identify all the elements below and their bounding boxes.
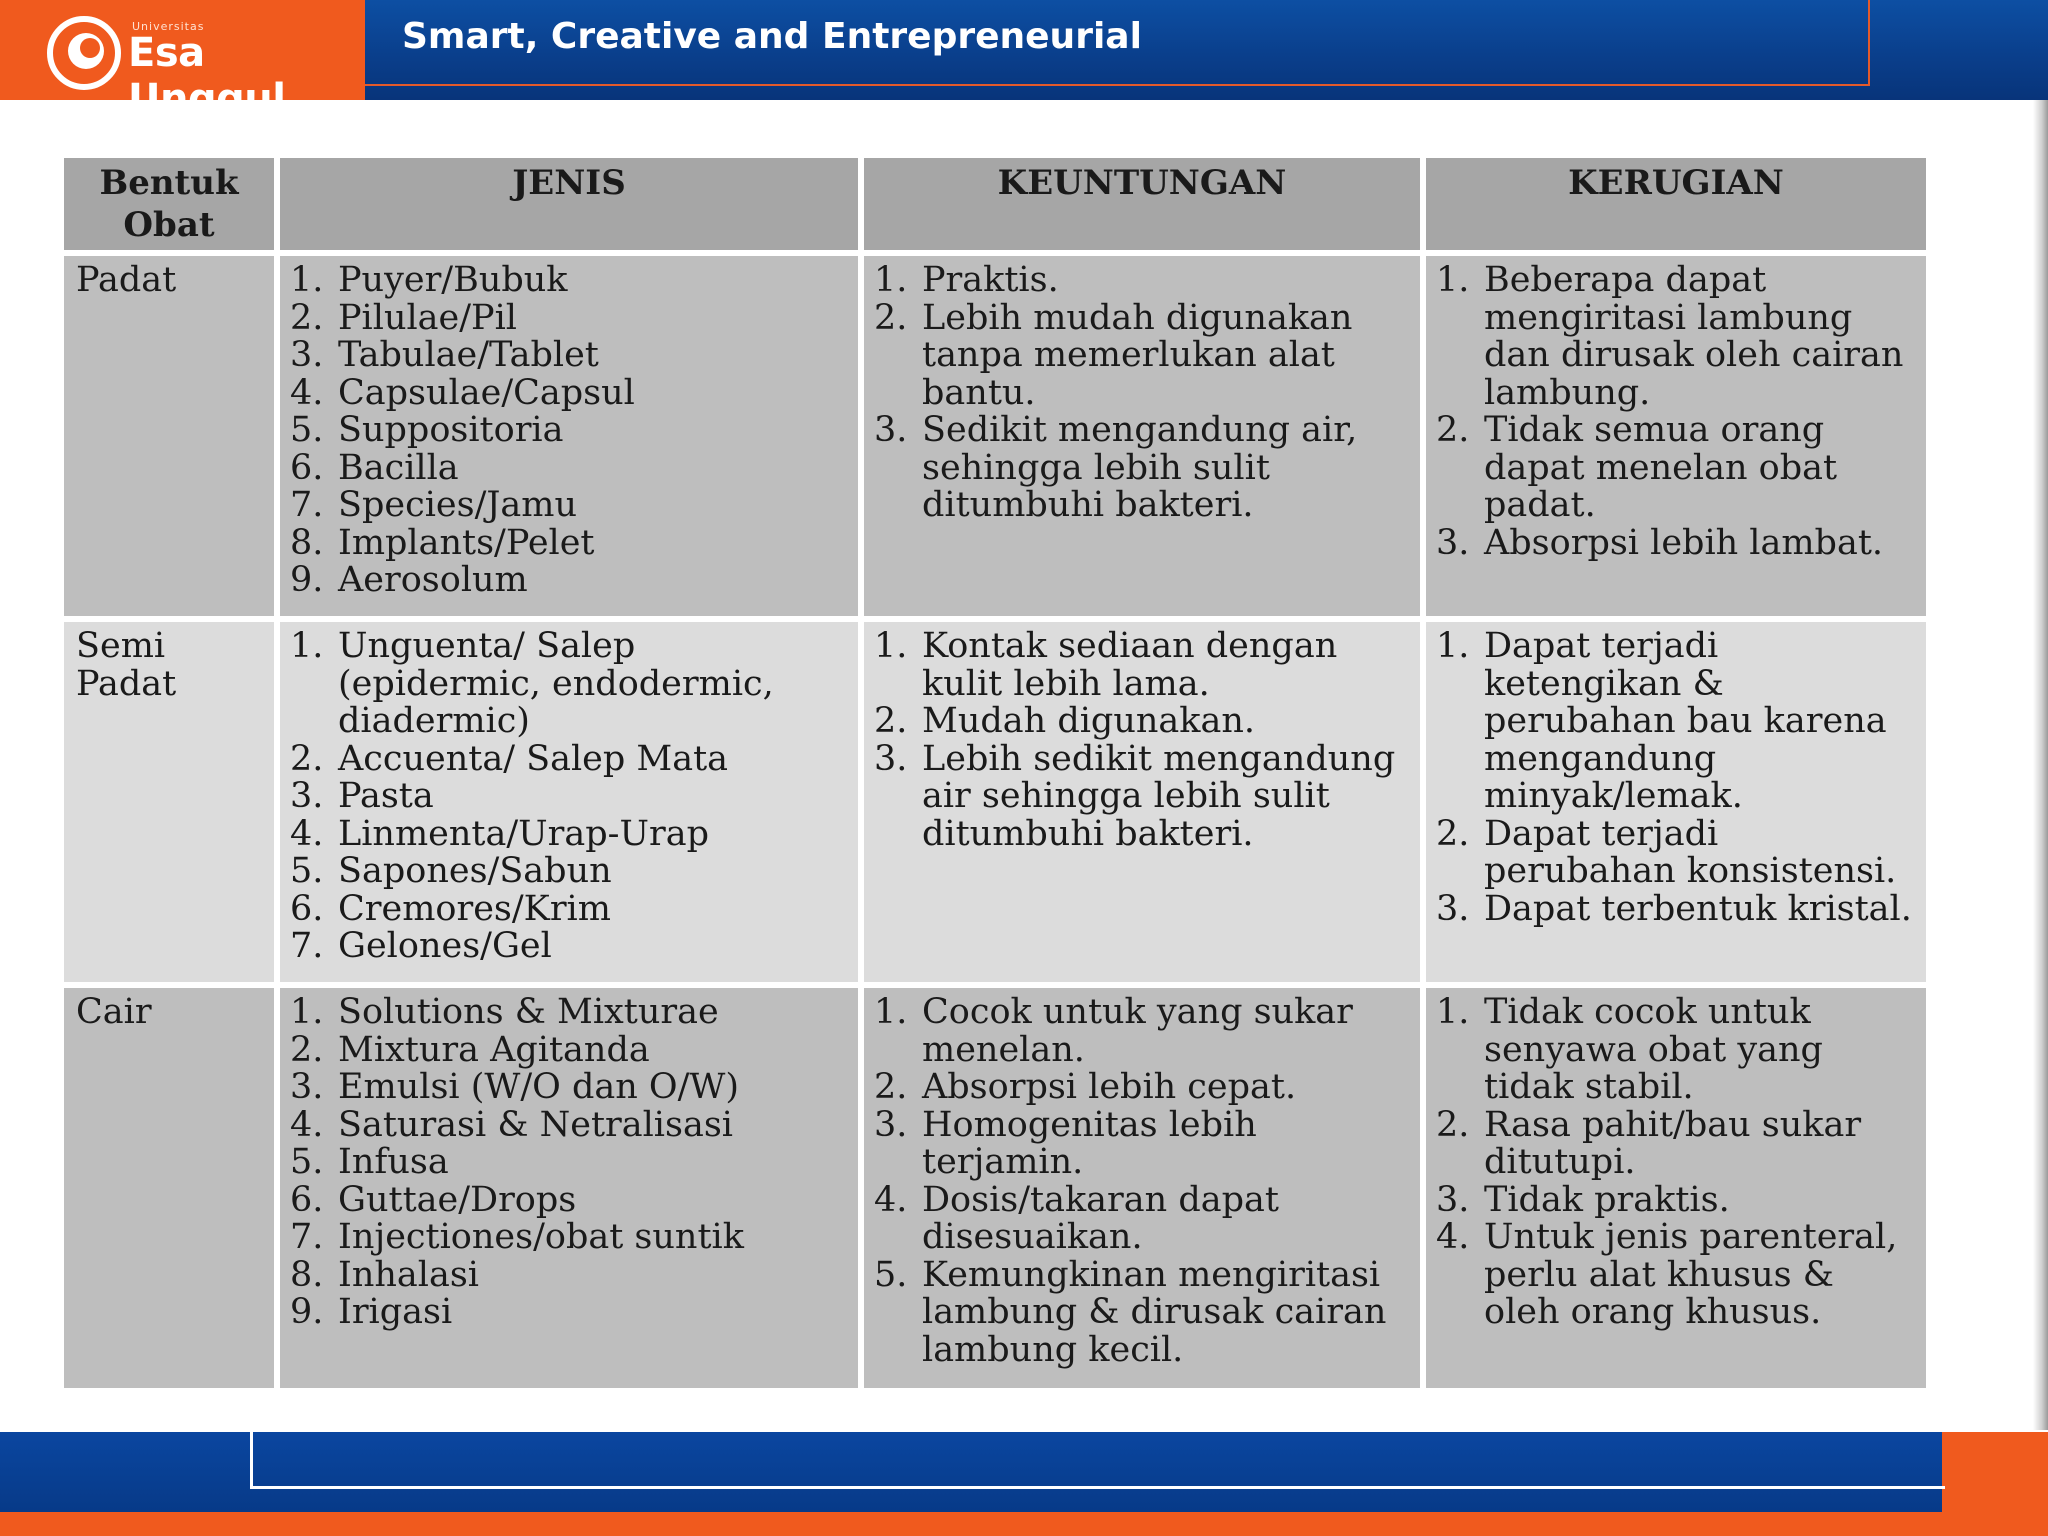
list-item-text: Injectiones/obat suntik [338, 1217, 744, 1257]
list-item-number: 3. [290, 335, 324, 375]
list-item-text: Cocok untuk yang sukar menelan. [922, 992, 1353, 1070]
list-item [290, 1179, 848, 1220]
list-item-number: 3. [1436, 1179, 1470, 1220]
drug-forms-table-container [58, 152, 1932, 1394]
list-item [874, 738, 1410, 854]
list-item [1436, 1219, 1916, 1332]
footer-banner [0, 1430, 2048, 1536]
disadvantages-cell [1426, 988, 1926, 1388]
types-list [290, 262, 848, 600]
table-row [64, 622, 1926, 982]
list-item-number: 2. [874, 1067, 908, 1107]
list-item-number: 6. [290, 888, 324, 929]
list-item-text: Untuk jenis parenteral, perlu alat khusus & oleh orang khusus. [1484, 1217, 1898, 1332]
list-item-text: Kemungkinan mengiritasi lambung & dirusak cairan lambung kecil. [922, 1254, 1387, 1370]
list-item-text: Puyer/Bubuk [338, 260, 568, 300]
list-item-text: Homogenitas lebih terjamin. [922, 1104, 1257, 1182]
list-item [290, 888, 848, 929]
list-item [874, 1179, 1410, 1257]
list-item-number: 9. [290, 560, 324, 600]
list-item [1436, 994, 1916, 1107]
logo-block [0, 0, 365, 122]
list-item-text: Irigasi [338, 1292, 453, 1332]
form-cell: Semi Padat [64, 622, 274, 982]
list-item-number: 2. [874, 701, 908, 741]
list-item-number: 4. [290, 1104, 324, 1145]
list-item [290, 522, 848, 563]
advantages-list [874, 628, 1410, 853]
list-item-text: Implants/Pelet [338, 522, 595, 563]
list-item [290, 412, 848, 450]
footer-orange-strip [0, 1512, 2048, 1536]
list-item [874, 1069, 1410, 1107]
list-item-number: 3. [290, 776, 324, 816]
list-item-text: Rasa pahit/bau sukar ditutupi. [1484, 1104, 1862, 1182]
list-item-number: 2. [290, 297, 324, 338]
list-item-number: 1. [874, 260, 908, 300]
list-item-text: Dosis/takaran dapat disesuaikan. [922, 1179, 1279, 1257]
list-item-text: Cremores/Krim [338, 888, 611, 929]
header-types: JENIS [280, 158, 858, 250]
header-accent-tick [1868, 0, 1870, 86]
list-item-text: Pasta [338, 776, 434, 816]
list-item-number: 6. [290, 447, 324, 488]
list-item-number: 9. [290, 1292, 324, 1332]
list-item-text: Lebih mudah digunakan tanpa memerlukan alat bantu. [922, 297, 1353, 413]
list-item-text: Linmenta/Urap-Urap [338, 813, 709, 854]
list-item [290, 813, 848, 854]
list-item-text: Mudah digunakan. [922, 701, 1256, 741]
list-item [290, 562, 848, 600]
list-item-number: 1. [874, 992, 908, 1032]
list-item [874, 412, 1410, 525]
advantages-list [874, 262, 1410, 525]
list-item-text: Aerosolum [338, 560, 528, 600]
types-list [290, 628, 848, 966]
list-item [290, 853, 848, 891]
esa-unggul-logo-icon [46, 15, 122, 91]
list-item [874, 262, 1410, 300]
list-item-text: Accuenta/ Salep Mata [338, 738, 729, 779]
list-item [1436, 813, 1916, 891]
list-item-number: 2. [874, 297, 908, 338]
list-item [290, 738, 848, 779]
list-item-text: Dapat terjadi ketengikan & perubahan bau karena mengandung minyak/lemak. [1484, 626, 1887, 816]
list-item-number: 3. [1436, 522, 1470, 563]
list-item [874, 994, 1410, 1069]
list-item [290, 628, 848, 741]
list-item-number: 4. [1436, 1217, 1470, 1257]
list-item-text: Guttae/Drops [338, 1179, 577, 1220]
advantages-cell [864, 256, 1420, 616]
list-item-text: Tidak praktis. [1484, 1179, 1730, 1220]
list-item [290, 1069, 848, 1107]
list-item-number: 3. [874, 738, 908, 779]
table-row [64, 256, 1926, 616]
list-item [290, 1144, 848, 1182]
table-row [64, 988, 1926, 1388]
list-item-number: 3. [1436, 888, 1470, 929]
header-banner [0, 0, 2048, 122]
disadvantages-cell [1426, 256, 1926, 616]
header-disadvantages: KERUGIAN [1426, 158, 1926, 250]
list-item [1436, 412, 1916, 525]
list-item-text: Sapones/Sabun [338, 851, 612, 891]
list-item-text: Tidak cocok untuk senyawa obat yang tidak stabil. [1484, 992, 1823, 1107]
list-item [290, 994, 848, 1032]
list-item-text: Infusa [338, 1142, 449, 1182]
disadvantages-list [1436, 628, 1916, 928]
list-item-text: Dapat terjadi perubahan konsistensi. [1484, 813, 1897, 891]
list-item-number: 5. [290, 410, 324, 450]
types-cell [280, 988, 858, 1388]
list-item-number: 2. [1436, 813, 1470, 854]
list-item [290, 487, 848, 525]
list-item-text: Bacilla [338, 447, 459, 488]
list-item-text: Tidak semua orang dapat menelan obat padat. [1484, 410, 1838, 525]
form-cell: Cair [64, 988, 274, 1388]
table-header-row [64, 158, 1926, 250]
disadvantages-list [1436, 262, 1916, 562]
disadvantages-cell [1426, 622, 1926, 982]
list-item [290, 1294, 848, 1332]
list-item-number: 1. [1436, 992, 1470, 1032]
list-item-number: 2. [290, 738, 324, 779]
footer-orange-tab [1942, 1432, 2048, 1512]
footer-white-frame [250, 1432, 1945, 1489]
list-item-number: 1. [290, 992, 324, 1032]
list-item [290, 1219, 848, 1257]
list-item-text: Beberapa dapat mengiritasi lambung dan dirusak oleh cairan lambung. [1484, 260, 1904, 413]
list-item-text: Tabulae/Tablet [338, 335, 599, 375]
list-item-number: 4. [290, 372, 324, 413]
list-item-number: 1. [1436, 260, 1470, 300]
types-list [290, 994, 848, 1332]
header-advantages: KEUNTUNGAN [864, 158, 1420, 250]
list-item-text: Mixtura Agitanda [338, 1029, 650, 1070]
list-item-text: Absorpsi lebih cepat. [922, 1067, 1297, 1107]
list-item [1436, 1179, 1916, 1220]
list-item-number: 6. [290, 1179, 324, 1220]
list-item [874, 1104, 1410, 1182]
list-item-number: 2. [1436, 1104, 1470, 1145]
list-item [874, 297, 1410, 413]
list-item [290, 1104, 848, 1145]
list-item-text: Capsulae/Capsul [338, 372, 635, 413]
list-item-number: 5. [290, 1142, 324, 1182]
slide-edge-shadow [2033, 100, 2048, 1430]
list-item-number: 7. [290, 1217, 324, 1257]
list-item-text: Solutions & Mixturae [338, 992, 719, 1032]
list-item [290, 337, 848, 375]
list-item [874, 628, 1410, 703]
list-item [290, 262, 848, 300]
list-item-text: Praktis. [922, 260, 1059, 300]
list-item-text: Kontak sediaan dengan kulit lebih lama. [922, 626, 1338, 704]
list-item-text: Gelones/Gel [338, 926, 552, 966]
list-item-number: 5. [290, 851, 324, 891]
list-item [290, 1029, 848, 1070]
list-item-number: 1. [1436, 626, 1470, 666]
list-item-text: Dapat terbentuk kristal. [1484, 888, 1912, 929]
advantages-cell [864, 622, 1420, 982]
list-item [290, 447, 848, 488]
list-item-number: 4. [874, 1179, 908, 1220]
list-item [1436, 1104, 1916, 1182]
list-item-number: 3. [290, 1067, 324, 1107]
list-item [1436, 628, 1916, 816]
list-item-number: 5. [874, 1254, 908, 1295]
list-item-number: 7. [290, 485, 324, 525]
types-cell [280, 256, 858, 616]
list-item [290, 372, 848, 413]
list-item [1436, 888, 1916, 929]
logo-text: Esa Unggul [128, 30, 286, 122]
list-item [1436, 262, 1916, 412]
list-item-number: 7. [290, 926, 324, 966]
advantages-list [874, 994, 1410, 1369]
list-item [290, 297, 848, 338]
list-item-number: 4. [290, 813, 324, 854]
list-item [874, 1254, 1410, 1370]
list-item-text: Inhalasi [338, 1254, 479, 1295]
list-item [1436, 522, 1916, 563]
list-item-number: 3. [874, 410, 908, 450]
types-cell [280, 622, 858, 982]
list-item-text: Sedikit mengandung air, sehingga lebih sulit ditumbuhi bakteri. [922, 410, 1358, 525]
tagline: Smart, Creative and Entrepreneurial [402, 16, 1142, 57]
table-body [64, 256, 1926, 1388]
list-item [290, 928, 848, 966]
header-accent-line [365, 84, 1870, 86]
form-cell: Padat [64, 256, 274, 616]
list-item-text: Species/Jamu [338, 485, 577, 525]
list-item-text: Absorpsi lebih lambat. [1484, 522, 1884, 563]
list-item-number: 8. [290, 1254, 324, 1295]
list-item-text: Saturasi & Netralisasi [338, 1104, 733, 1145]
header-form: Bentuk Obat [64, 158, 274, 250]
list-item-number: 8. [290, 522, 324, 563]
list-item-text: Emulsi (W/O dan O/W) [338, 1067, 740, 1107]
logo-subtitle: Universitas [132, 20, 205, 33]
list-item-number: 3. [874, 1104, 908, 1145]
list-item-number: 2. [1436, 410, 1470, 450]
list-item-text: Suppositoria [338, 410, 564, 450]
list-item-number: 2. [290, 1029, 324, 1070]
drug-forms-table [58, 152, 1932, 1394]
list-item-number: 1. [290, 260, 324, 300]
list-item-text: Unguenta/ Salep (epidermic, endodermic, diadermic) [338, 626, 774, 741]
list-item [874, 703, 1410, 741]
advantages-cell [864, 988, 1420, 1388]
list-item [290, 1254, 848, 1295]
list-item-text: Pilulae/Pil [338, 297, 517, 338]
list-item [290, 778, 848, 816]
list-item-number: 1. [290, 626, 324, 666]
disadvantages-list [1436, 994, 1916, 1332]
list-item-text: Lebih sedikit mengandung air sehingga lebih sulit ditumbuhi bakteri. [922, 738, 1396, 854]
list-item-number: 1. [874, 626, 908, 666]
